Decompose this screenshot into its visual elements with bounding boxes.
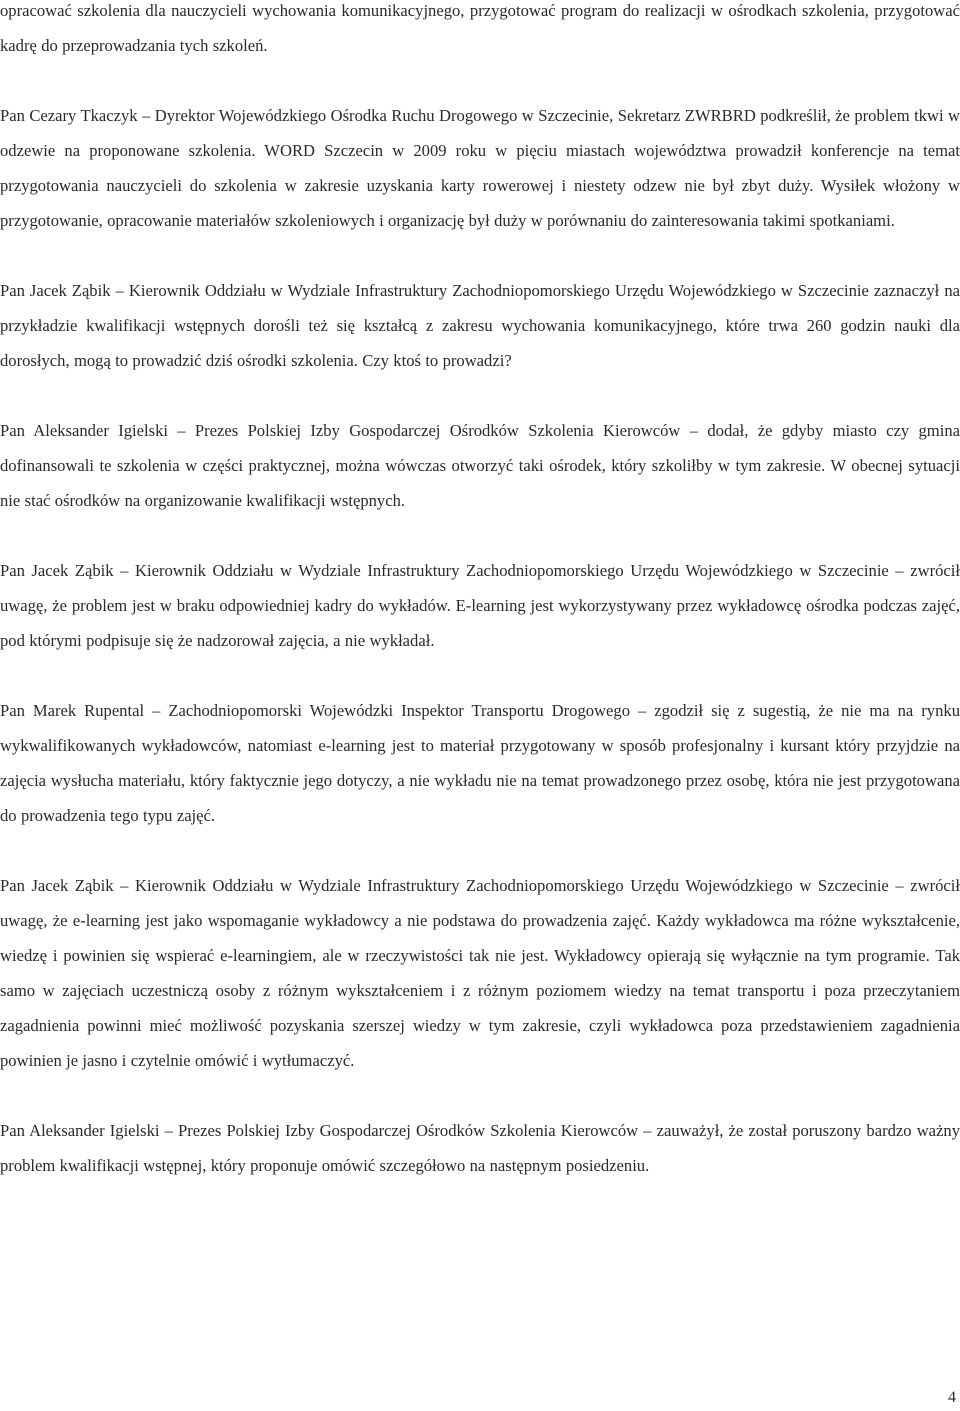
paragraph-rupental: Pan Marek Rupental – Zachodniopomorski Wojewódzki Inspektor Transportu Drogowego – zgodził się z sugestią, że nie ma na rynku wykwalifikowanych wykładowców, natomiast e-learning jest to materiał przygotowany w sposób profesjonalny i kursant który przyjdzie na zajęcia wysłucha materiału, który faktycznie jego dotyczy, a nie wykładu nie na temat prowadzonego przez osobę, która nie jest przygotowana do prowadzenia tego typu zajęć. — [0, 701, 960, 825]
paragraph-igielski-next-meeting: Pan Aleksander Igielski – Prezes Polskiej Izby Gospodarczej Ośrodków Szkolenia Kierowców – zauważył, że został poruszony bardzo ważny problem kwalifikacji wstępnej, który proponuje omówić szczegółowo na następnym posiedzeniu. — [0, 1121, 960, 1175]
paragraph-training-teachers: opracować szkolenia dla nauczycieli wychowania komunikacyjnego, przygotować program do realizacji w ośrodkach szkolenia, przygotować kadrę do przeprowadzania tych szkoleń. — [0, 1, 960, 55]
paragraph-tkaczyk: Pan Cezary Tkaczyk – Dyrektor Wojewódzkiego Ośrodka Ruchu Drogowego w Szczecinie, Sekretarz ZWRBRD podkreślił, że problem tkwi w odzewie na proponowane szkolenia. WORD Szczecin w 2009 roku w pięciu miastach województwa prowadził konferencje na temat przygotowania nauczycieli do szkolenia w zakresie uzyskania karty rowerowej i niestety odzew nie był zbyt duży. Wysiłek włożony w przygotowanie, opracowanie materiałów szkoleniowych i organizację był duży w porównaniu do zainteresowania takimi spotkaniami. — [0, 106, 960, 230]
page-number: 4 — [948, 1389, 956, 1406]
paragraph-zabik-qualifications: Pan Jacek Ząbik – Kierownik Oddziału w Wydziale Infrastruktury Zachodniopomorskiego Urzędu Wojewódzkiego w Szczecinie zaznaczył na przykładzie kwalifikacji wstępnych dorośli też się kształcą z zakresu wychowania komunikacyjnego, które trwa 260 godzin nauki dla dorosłych, mogą to prowadzić dziś ośrodki szkolenia. Czy ktoś to prowadzi? — [0, 281, 960, 370]
paragraph-zabik-staff: Pan Jacek Ząbik – Kierownik Oddziału w Wydziale Infrastruktury Zachodniopomorskiego Urzędu Wojewódzkiego w Szczecinie – zwrócił uwagę, że problem jest w braku odpowiedniej kadry do wykładów. E-learning jest wykorzystywany przez wykładowcę ośrodka podczas zajęć, pod którymi podpisuje się że nadzorował zajęcia, a nie wykładał. — [0, 561, 960, 650]
paragraph-zabik-elearning: Pan Jacek Ząbik – Kierownik Oddziału w Wydziale Infrastruktury Zachodniopomorskiego Urzędu Wojewódzkiego w Szczecinie – zwrócił uwagę, że e-learning jest jako wspomaganie wykładowcy a nie podstawa do prowadzenia zajęć. Każdy wykładowca ma różne wykształcenie, wiedzę i powinien się wspierać e-learningiem, ale w rzeczywistości tak nie jest. Wykładowcy opierają się wyłącznie na tym programie. Tak samo w zajęciach uczestniczą osoby z różnym wykształceniem i z różnym poziomem wiedzy na temat transportu i poza przeczytaniem zagadnienia powinni mieć możliwość pozyskania szerszej wiedzy w tym zakresie, czyli wykładowca poza przedstawieniem zagadnienia powinien je jasno i czytelnie omówić i wytłumaczyć. — [0, 876, 960, 1070]
paragraph-igielski-funding: Pan Aleksander Igielski – Prezes Polskiej Izby Gospodarczej Ośrodków Szkolenia Kierowców – dodał, że gdyby miasto czy gmina dofinansowali te szkolenia w części praktycznej, można wówczas otworzyć taki ośrodek, który szkoliłby w tym zakresie. W obecnej sytuacji nie stać ośrodków na organizowanie kwalifikacji wstępnych. — [0, 421, 960, 510]
